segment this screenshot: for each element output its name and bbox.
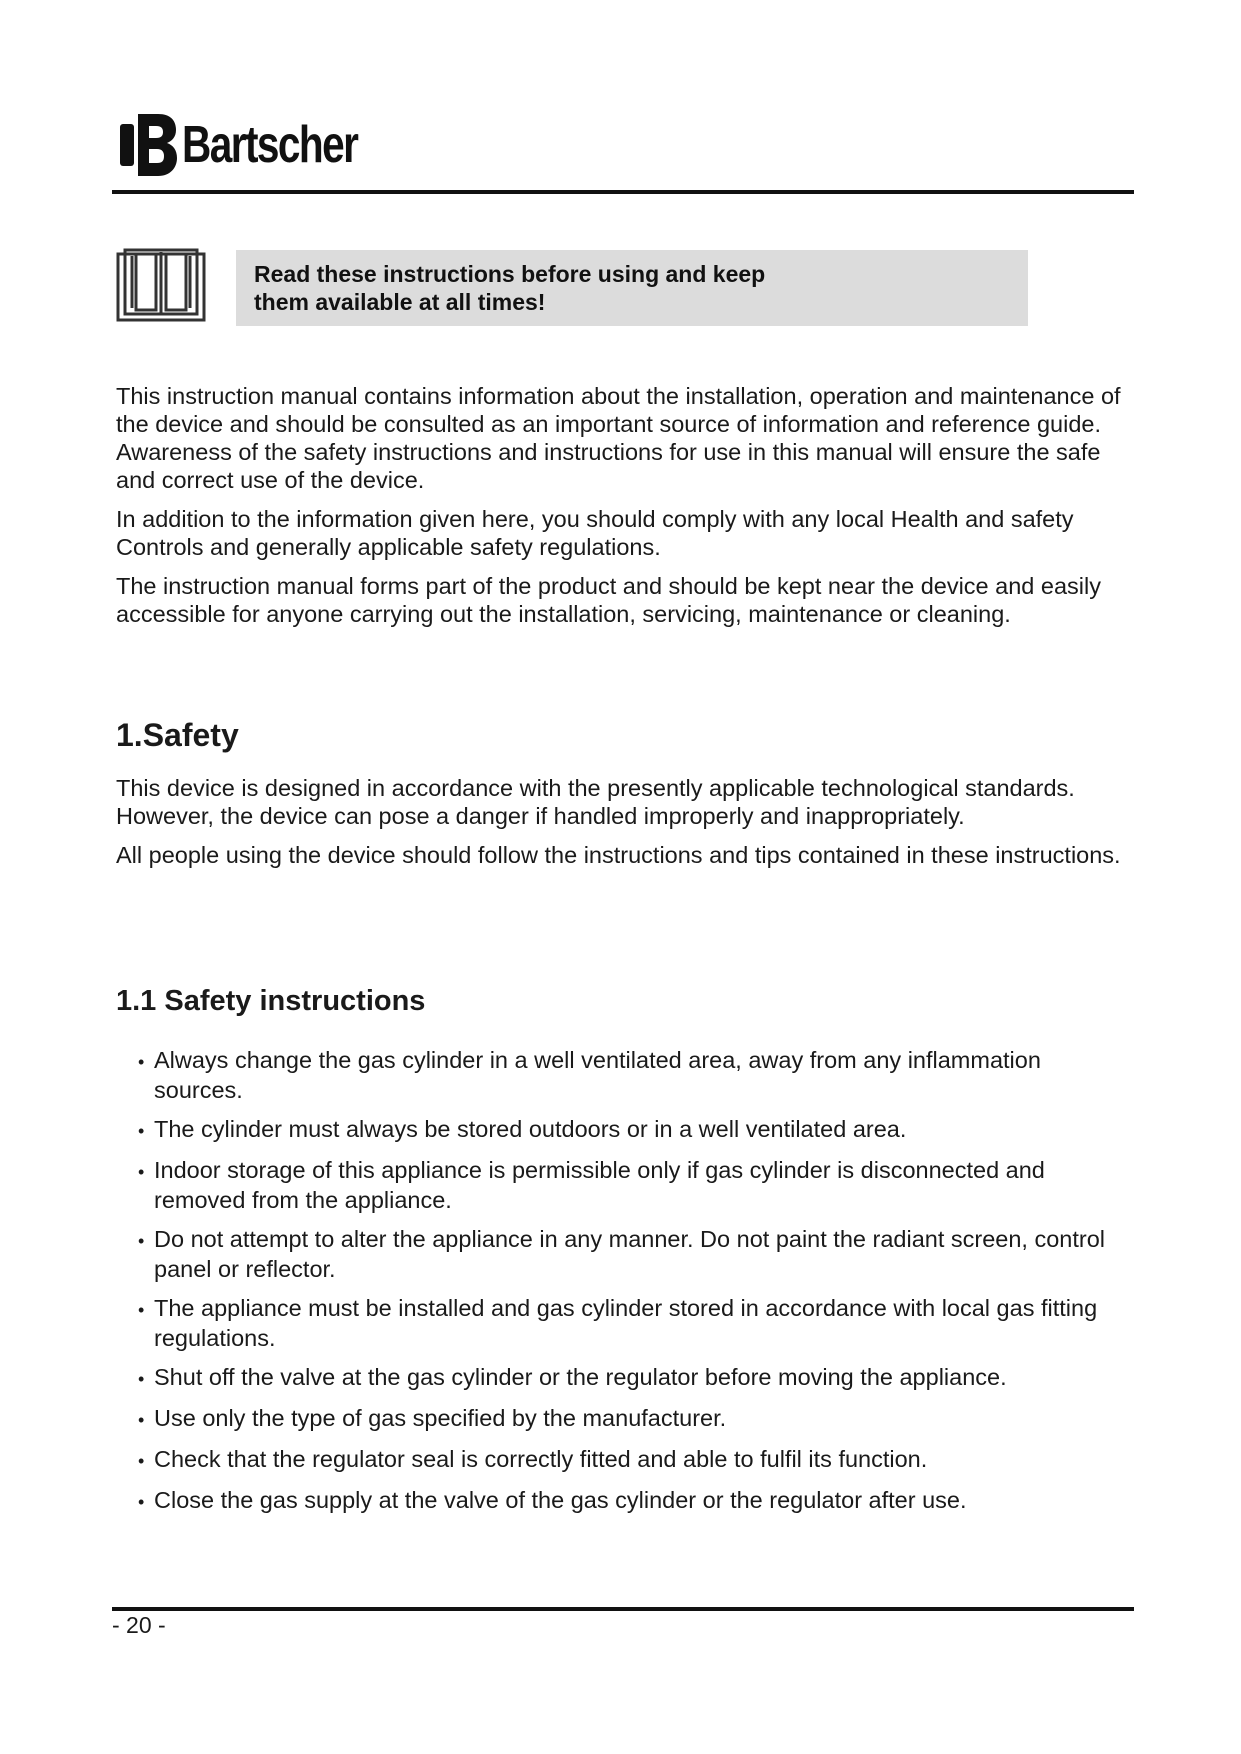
list-item: • Indoor storage of this appliance is permissible only if gas cylinder is disconnected and removed from the appliance.: [138, 1157, 1045, 1213]
safety-instructions-list: [116, 1046, 1116, 1516]
intro-paragraph: The instruction manual forms part of the product and should be kept near the device and easily accessible for anyone carrying out the installation, servicing, maintenance or cleaning.: [116, 573, 1101, 627]
book-icon: [116, 248, 206, 324]
footer-divider: [112, 1607, 1134, 1611]
brand-wordmark: Bartscher: [182, 116, 358, 174]
bartscher-b-logo-icon: [120, 112, 178, 178]
page-number: - 20 -: [112, 1612, 166, 1638]
safety-paragraph: This device is designed in accordance with the presently applicable technological standards. However, the device can pose a danger if handled improperly and inappropriately.: [116, 775, 1075, 829]
list-item: • The cylinder must always be stored outdoors or in a well ventilated area.: [116, 1115, 1116, 1145]
list-item: • Do not attempt to alter the appliance in any manner. Do not paint the radiant screen, control panel or reflector.: [138, 1226, 1106, 1282]
bullet-icon: •: [138, 1451, 145, 1471]
bullet-icon: •: [138, 1369, 145, 1389]
bullet-icon: •: [138, 1121, 145, 1141]
list-item: • Always change the gas cylinder in a well ventilated area, away from any inflammation sources.: [138, 1047, 1041, 1103]
notice-line-1: Read these instructions before using and keep: [254, 261, 766, 287]
bullet-icon: •: [138, 1052, 145, 1072]
bullet-icon: •: [138, 1410, 145, 1430]
list-item: • Check that the regulator seal is correctly fitted and able to fulfil its function.: [116, 1445, 1116, 1475]
section-heading-safety-instructions: 1.1 Safety instructions: [116, 985, 426, 1017]
list-item: • Shut off the valve at the gas cylinder or the regulator before moving the appliance.: [116, 1363, 1116, 1393]
brand-logo: [120, 112, 407, 178]
list-item: • Use only the type of gas specified by the manufacturer.: [116, 1404, 1116, 1434]
safety-section: [116, 774, 1126, 880]
intro-paragraph: This instruction manual contains information about the installation, operation and maintenance of the device and should be consulted as an important source of information and reference guide. Awareness of the safety instructions and instructions for use in this manual will ensure the safe and correct use of the device.: [116, 383, 1121, 493]
intro-paragraph: In addition to the information given here, you should comply with any local Health and safety Controls and generally applicable safety regulations.: [116, 506, 1074, 560]
header-divider: [112, 190, 1134, 194]
bullet-icon: •: [138, 1231, 145, 1251]
read-instructions-notice: [236, 250, 1028, 326]
bullet-icon: •: [138, 1300, 145, 1320]
list-item: • Close the gas supply at the valve of the gas cylinder or the regulator after use.: [116, 1486, 1116, 1516]
section-heading-safety: 1.Safety: [116, 717, 239, 753]
bullet-icon: •: [138, 1162, 145, 1182]
intro-section: [116, 382, 1126, 639]
bullet-icon: •: [138, 1492, 145, 1512]
list-item: • The appliance must be installed and gas cylinder stored in accordance with local gas fitting regulations.: [138, 1295, 1098, 1351]
notice-line-2: them available at all times!: [254, 289, 546, 315]
safety-instructions-list-wrap: [116, 1046, 1116, 1527]
safety-paragraph: All people using the device should follow the instructions and tips contained in these instructions.: [116, 842, 1121, 868]
